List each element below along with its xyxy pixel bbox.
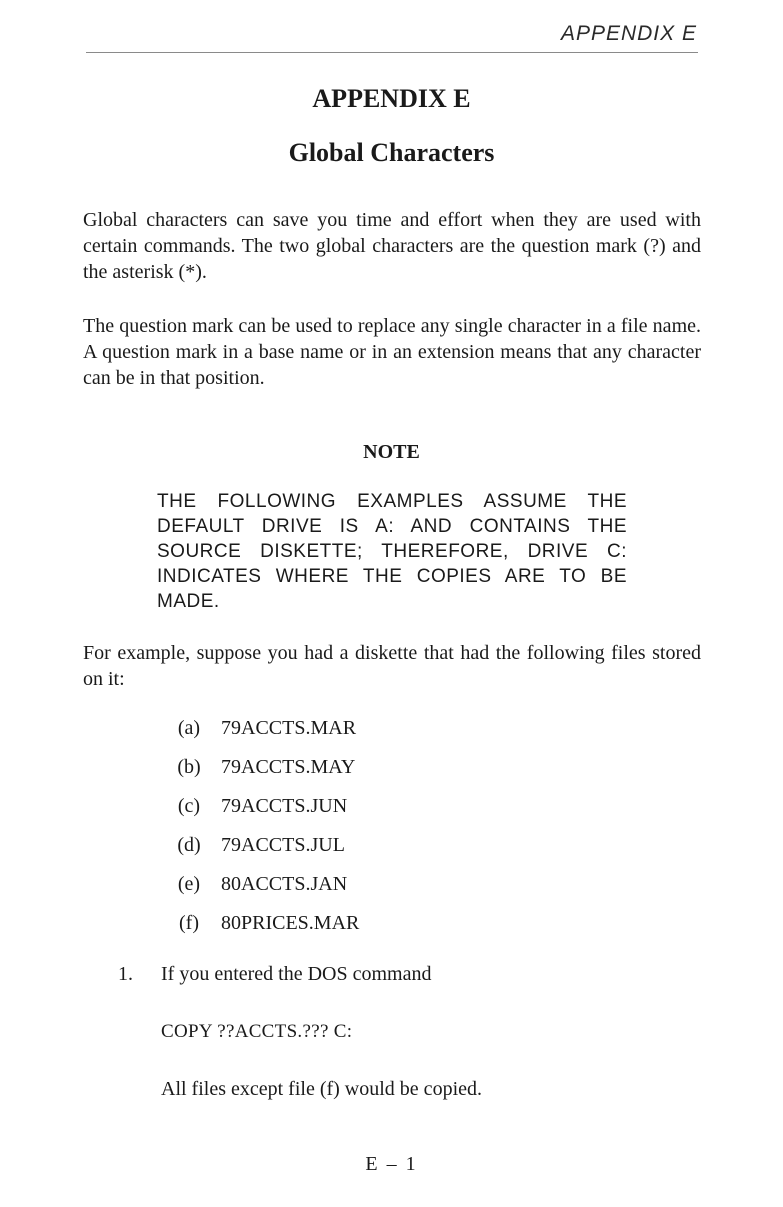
header-rule [86,52,698,53]
note-heading: NOTE [363,441,420,463]
example-intro-paragraph: For example, suppose you had a diskette that had the following files stored on it: [83,642,701,690]
file-name: 79ACCTS.JUL [221,834,345,856]
list-item [173,715,359,754]
command-line: COPY ??ACCTS.??? C: [161,1021,353,1042]
file-label: (f) [179,912,199,934]
question-mark-paragraph: The question mark can be used to replace any single character in a file name. A question mark in a base name or in an extension means that any character can be in that position. [83,315,701,389]
step-text: If you entered the DOS command [161,963,432,985]
note-line: THE FOLLOWING EXAMPLES ASSUME THE [157,491,627,512]
note-line: DEFAULT DRIVE IS A: AND CONTAINS THE [157,516,627,537]
file-name: 79ACCTS.JUN [221,795,348,817]
list-item [173,832,359,871]
page-title: APPENDIX E [312,84,471,113]
file-list [173,715,359,949]
file-name: 80ACCTS.JAN [221,873,348,895]
file-label: (c) [177,795,201,817]
file-name: 79ACCTS.MAR [221,717,357,739]
file-label: (a) [177,717,201,739]
list-item [173,910,359,949]
file-label: (d) [177,834,201,856]
file-label: (b) [177,756,201,778]
list-item [173,871,359,910]
file-label: (e) [177,873,201,895]
running-head: APPENDIX E [560,22,697,45]
page-subtitle: Global Characters [288,138,495,167]
note-body [157,489,627,614]
file-name: 80PRICES.MAR [221,912,360,934]
list-item [173,754,359,793]
list-item [173,793,359,832]
step-number: 1. [118,963,133,985]
note-line: INDICATES WHERE THE COPIES ARE TO BE [157,566,627,587]
note-line: SOURCE DISKETTE; THEREFORE, DRIVE C: [157,541,627,562]
note-line: MADE. [157,591,220,612]
result-text: All files except file (f) would be copied. [161,1078,482,1100]
page-number: E – 1 [365,1153,418,1175]
intro-paragraph: Global characters can save you time and effort when they are used with certain commands. The two global characters are the question mark (?) and the asterisk (*). [83,209,701,283]
file-name: 79ACCTS.MAY [221,756,356,778]
